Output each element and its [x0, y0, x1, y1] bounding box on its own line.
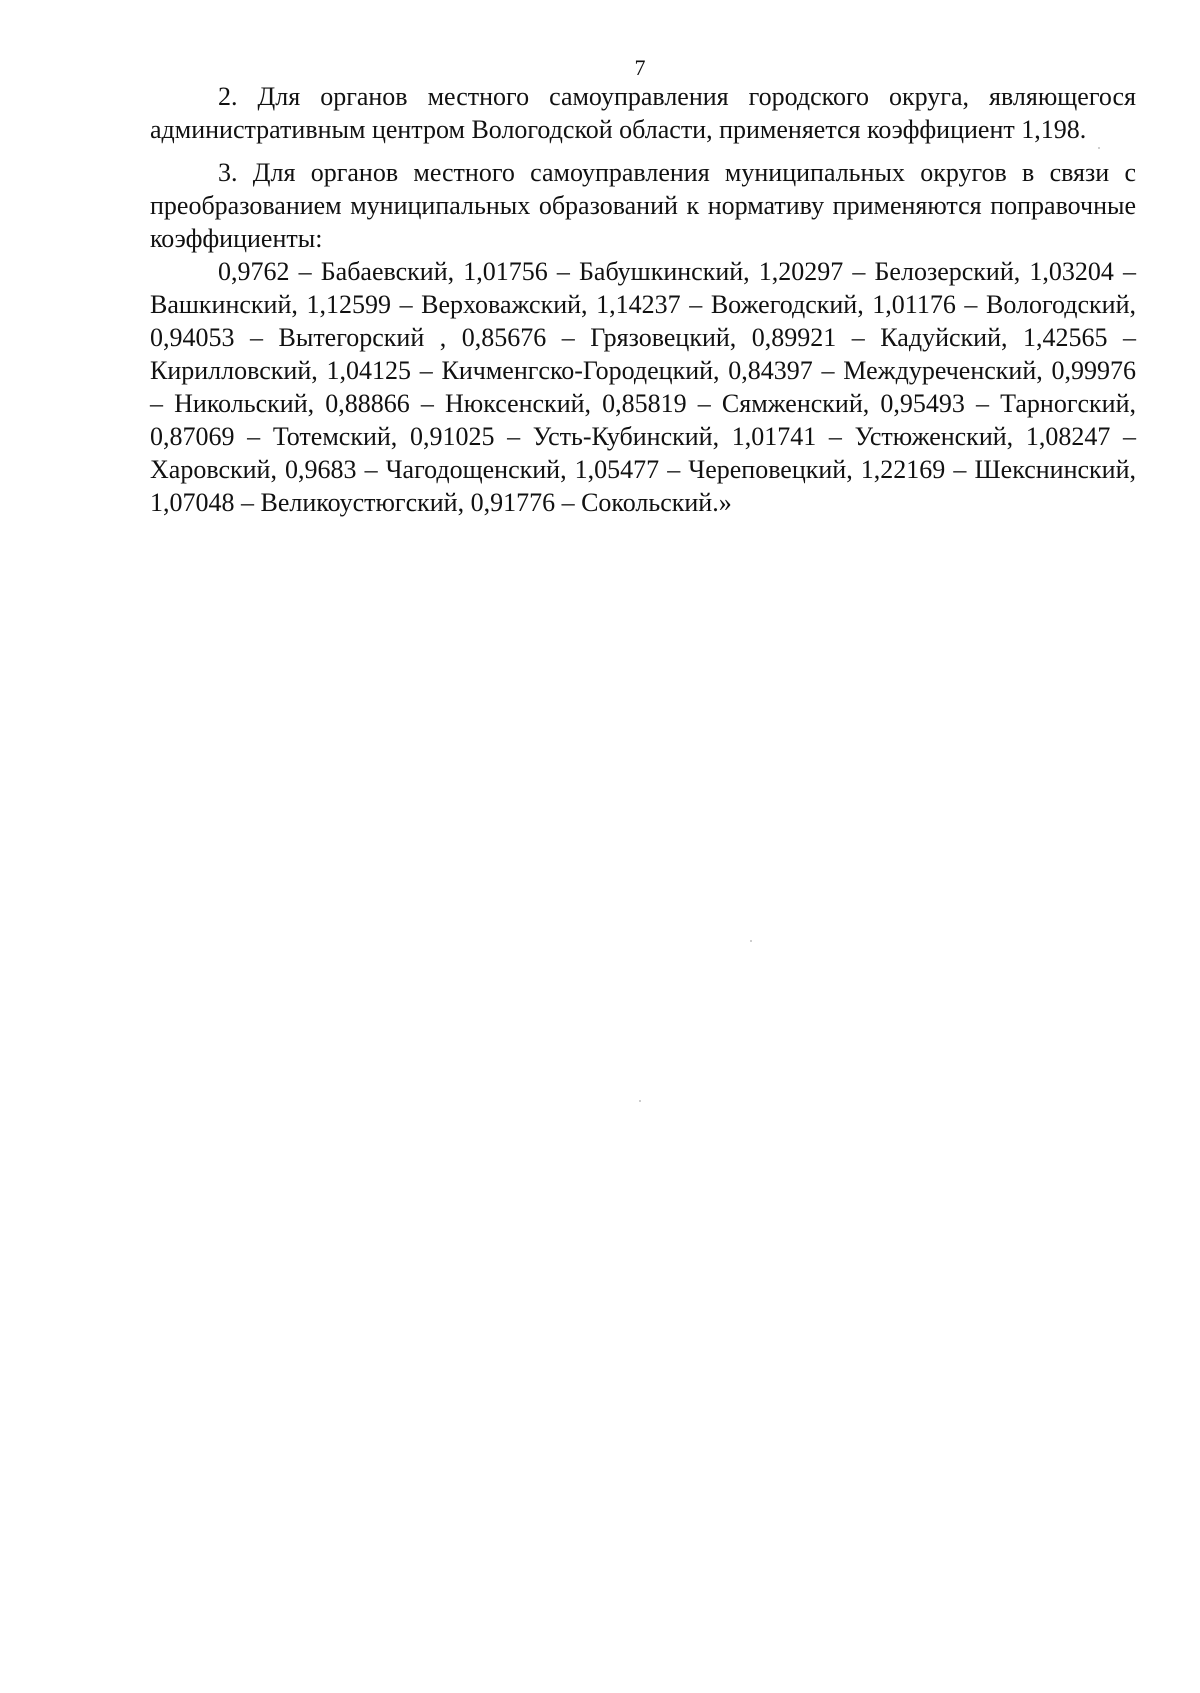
paragraph-3: 3. Для органов местного самоуправления муниципальных округов в связи с преобразованием муниципальных образований к нормативу применяются поправочные коэффициенты: [150, 158, 1136, 253]
scan-speck [639, 1100, 641, 1102]
scan-speck [750, 940, 752, 942]
paragraph-2: 2. Для органов местного самоуправления городского округа, являющегося административным центром Вологодской области, применяется коэффициент 1,198. [150, 82, 1136, 144]
coefficients-paragraph: 0,9762 – Бабаевский, 1,01756 – Бабушкинский, 1,20297 – Белозерский, 1,03204 – Вашкинский, 1,12599 – Верховажский, 1,14237 – Вожегодский, 1,01176 – Вологодский, 0,94053 – Вытегорский , 0,85676 – Грязовецкий, 0,89921 – Кадуйский, 1,42565 – Кирилловский, 1,04125 – Кичменгско-Городецкий, 0,84397 – Междуреченский, 0,99976 – Никольский, 0,88866 – Нюксенский, 0,85819 – Сямженский, 0,95493 – Тарногский, 0,87069 – Тотемский, 0,91025 – Усть-Кубинский, 1,01741 – Устюженский, 1,08247 – Харовский, 0,9683 – Чагодощенский, 1,05477 – Череповецкий, 1,22169 – Шекснинский, 1,07048 – Великоустюгский, 0,91776 – Сокольский.» [150, 257, 1136, 517]
page-number: 7 [634, 55, 646, 80]
document-body [150, 80, 1136, 519]
scan-speck [1098, 147, 1100, 149]
